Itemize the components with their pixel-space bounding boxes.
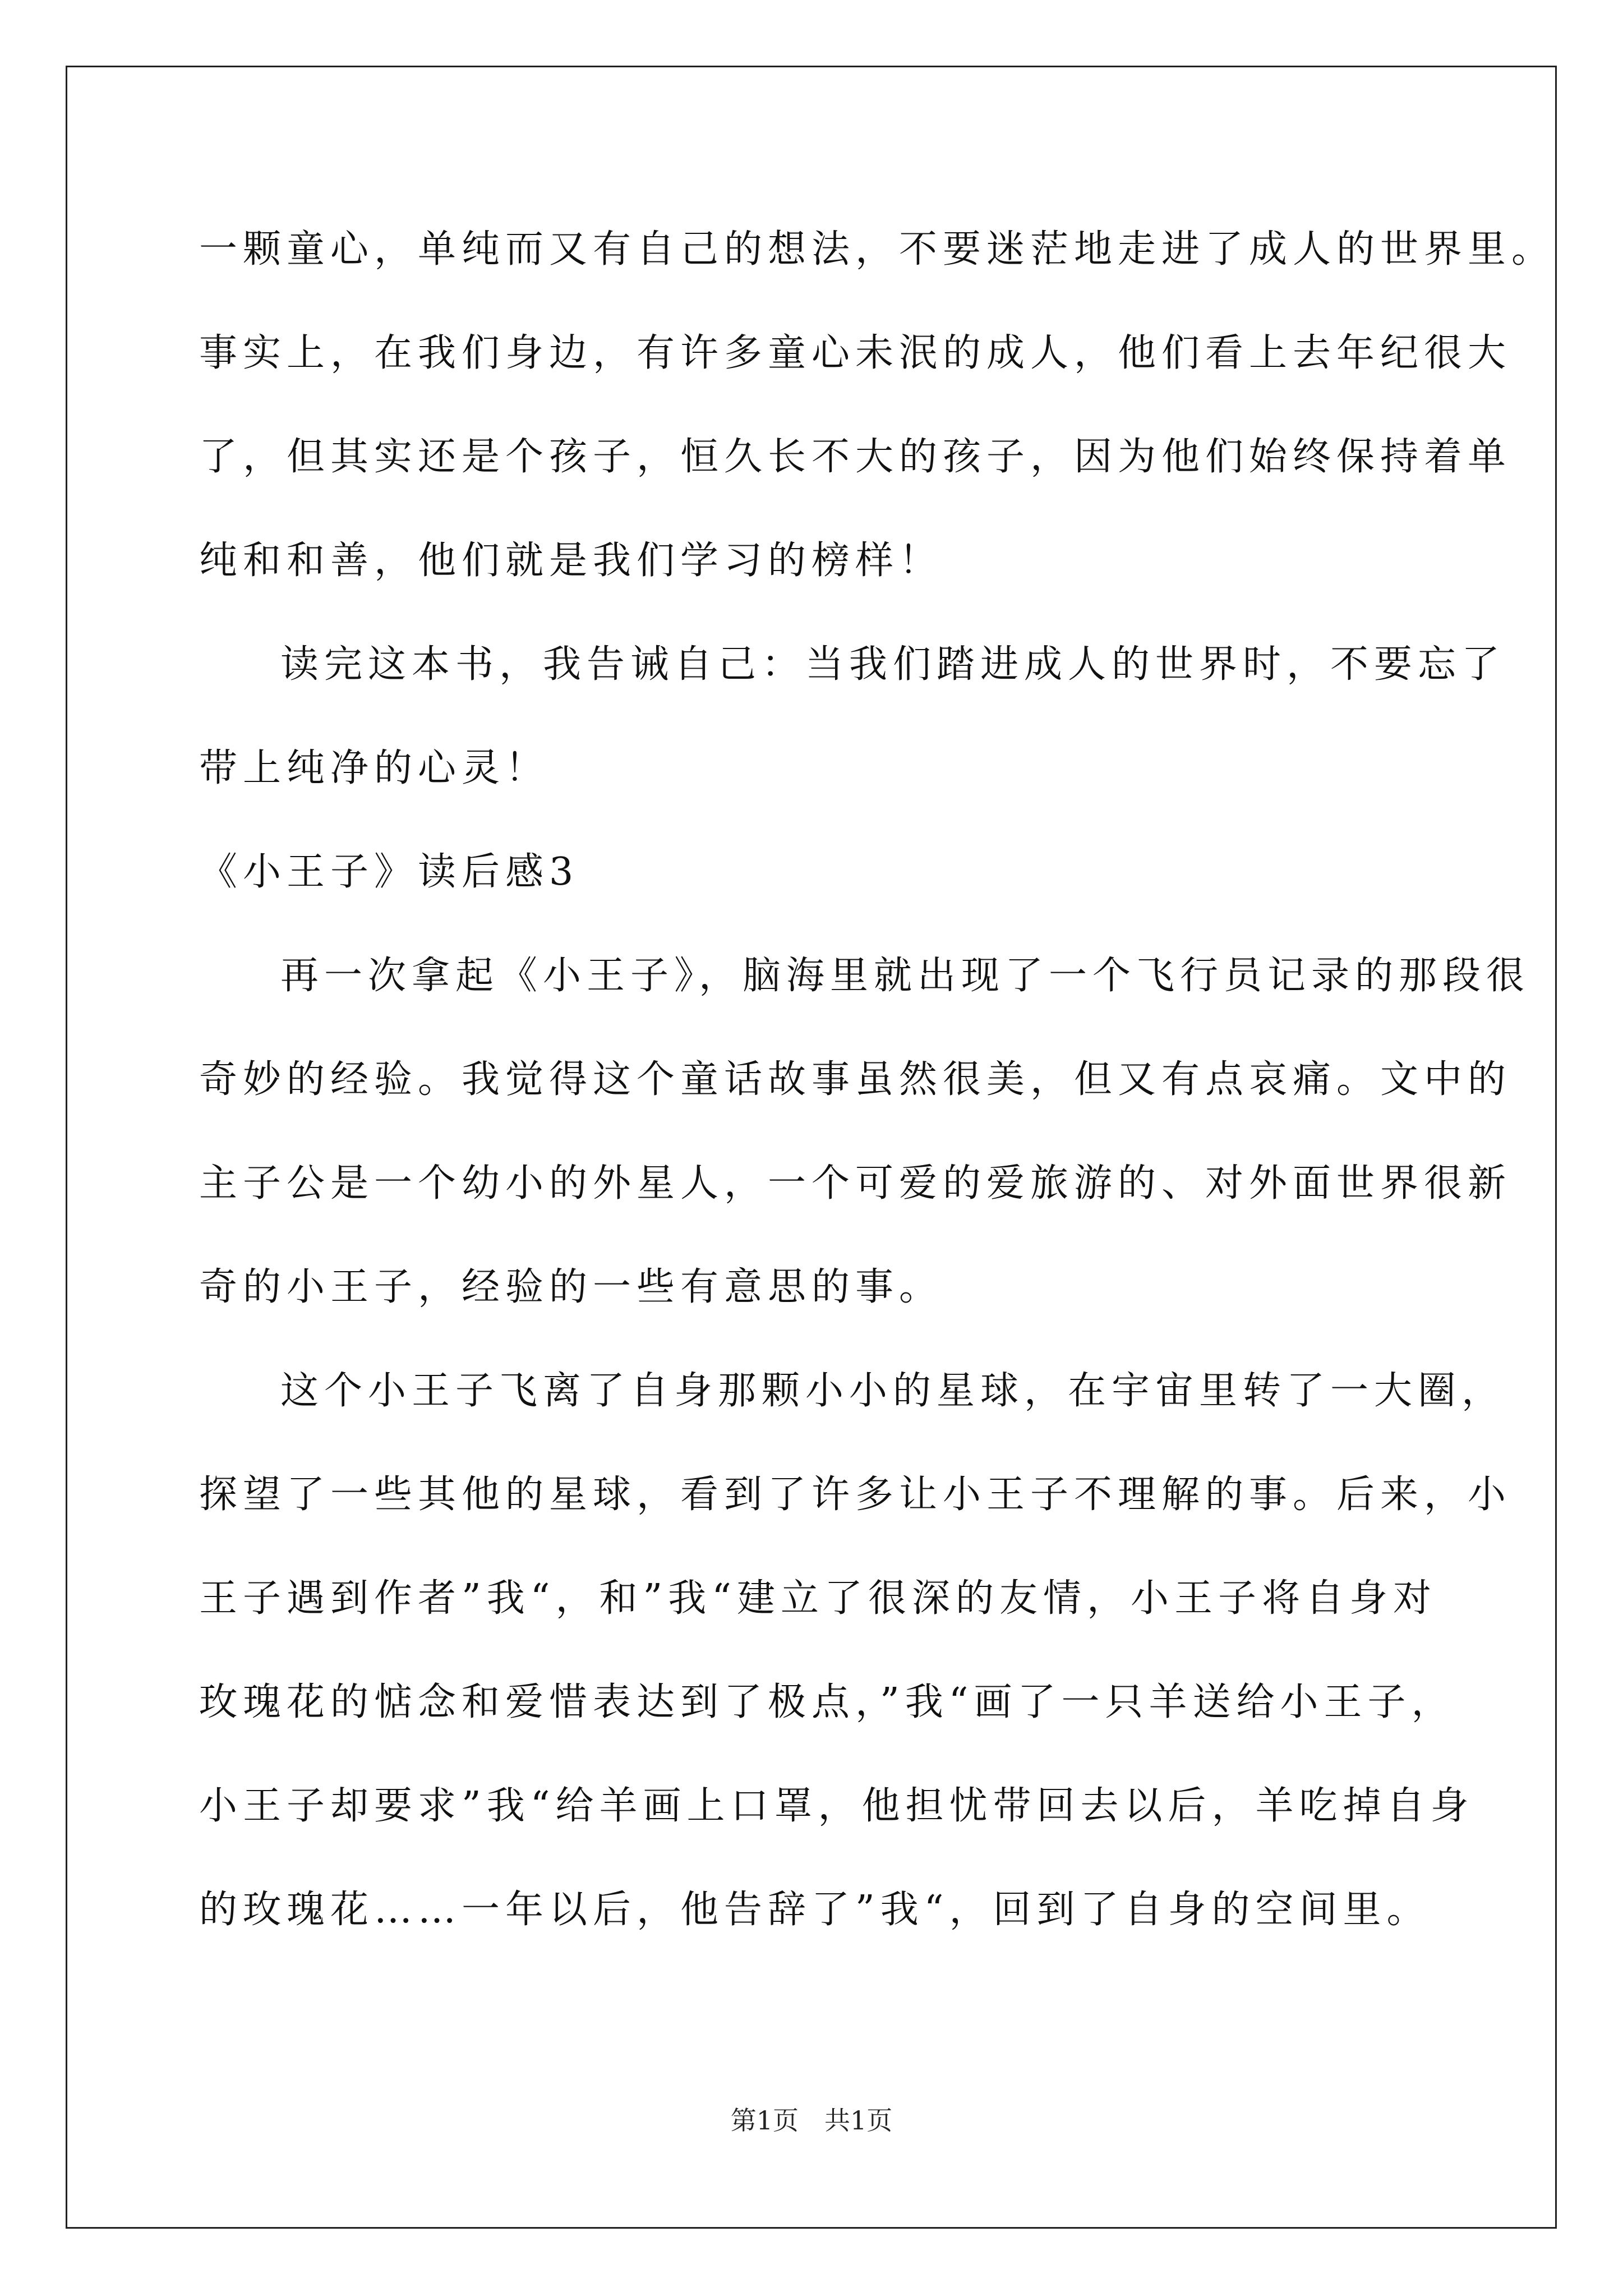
text-line: 的玫瑰花……一年以后，他告辞了”我“，回到了自身的空间里。 (199, 1888, 1431, 1932)
text-line: 这个小王子飞离了自身那颗小小的星球，在宇宙里转了一大圈， (280, 1369, 1506, 1413)
page-number-footer: 第1页 共1页 (730, 2105, 893, 2136)
text-line: 一颗童心，单纯而又有自己的想法，不要迷茫地走进了成人的世界里。 (199, 227, 1556, 272)
text-line: 了，但其实还是个孩子，恒久长不大的孩子，因为他们始终保持着单 (199, 435, 1512, 479)
section-heading: 《小王子》读后感3 (199, 850, 579, 894)
text-line: 事实上，在我们身边，有许多童心未泯的成人，他们看上去年纪很大 (199, 331, 1512, 375)
text-line: 奇的小王子，经验的一些有意思的事。 (199, 1265, 943, 1309)
text-line: 玫瑰花的惦念和爱惜表达到了极点，”我“画了一只羊送给小王子， (199, 1680, 1455, 1724)
text-line: 奇妙的经验。我觉得这个童话故事虽然很美，但又有点哀痛。文中的 (199, 1057, 1512, 1102)
text-line: 探望了一些其他的星球，看到了许多让小王子不理解的事。后来，小 (199, 1473, 1512, 1517)
text-line: 主子公是一个幼小的外星人，一个可爱的爱旅游的、对外面世界很新 (199, 1161, 1512, 1205)
text-line: 再一次拿起《小王子》，脑海里就出现了一个飞行员记录的那段很 (280, 954, 1530, 998)
text-line: 小王子却要求”我“给羊画上口罩，他担忧带回去以后，羊吃掉自身 (199, 1784, 1474, 1828)
text-line: 王子遇到作者”我“，和”我“建立了很深的友情，小王子将自身对 (199, 1576, 1437, 1621)
text-line: 读完这本书，我告诫自己：当我们踏进成人的世界时，不要忘了 (280, 642, 1506, 687)
text-line: 带上纯净的心灵！ (199, 746, 550, 790)
text-line: 纯和和善，他们就是我们学习的榜样！ (199, 539, 943, 583)
